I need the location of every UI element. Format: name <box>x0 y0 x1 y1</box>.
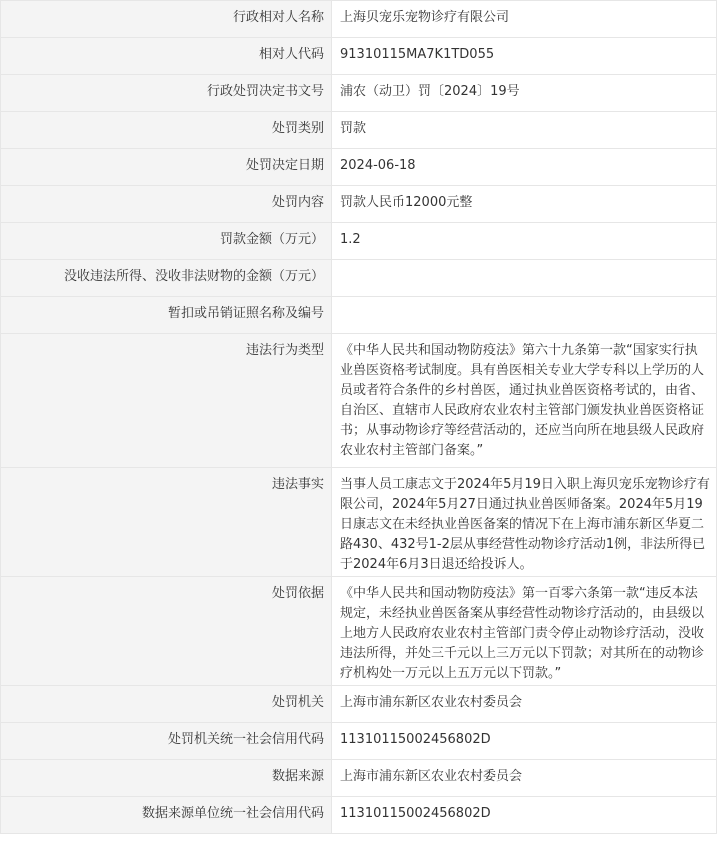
row-violation-type <box>1 334 717 468</box>
row-data-source <box>1 760 717 797</box>
row-label: 处罚机关统一社会信用代码 <box>1 723 332 760</box>
row-authority-credit-code <box>1 723 717 760</box>
row-label: 没收违法所得、没收非法财物的金额（万元） <box>1 260 332 297</box>
row-value: 上海市浦东新区农业农村委员会 <box>332 686 717 723</box>
row-label: 处罚机关 <box>1 686 332 723</box>
row-value: 11310115002456802D <box>332 797 717 834</box>
row-label: 暂扣或吊销证照名称及编号 <box>1 297 332 334</box>
row-fine-amount <box>1 223 717 260</box>
row-value: 91310115MA7K1TD055 <box>332 38 717 75</box>
row-label: 数据来源单位统一社会信用代码 <box>1 797 332 834</box>
row-value: 《中华人民共和国动物防疫法》第六十九条第一款“国家实行执业兽医资格考试制度。具有兽医相关专业大学专科以上学历的人员或者符合条件的乡村兽医，通过执业兽医资格考试的，由省、自治区、直辖市人民政府农业农村主管部门颁发执业兽医资格证书；从事动物诊疗等经营活动的，还应当向所在地县级人民政府农业农村主管部门备案。” <box>332 334 717 468</box>
row-label: 相对人代码 <box>1 38 332 75</box>
row-license-revocation <box>1 297 717 334</box>
row-value: 罚款 <box>332 112 717 149</box>
row-label: 处罚内容 <box>1 186 332 223</box>
row-value: 浦农（动卫）罚〔2024〕19号 <box>332 75 717 112</box>
row-value: 罚款人民币12000元整 <box>332 186 717 223</box>
row-value: 11310115002456802D <box>332 723 717 760</box>
row-value <box>332 260 717 297</box>
row-label: 违法行为类型 <box>1 334 332 468</box>
row-value: 2024-06-18 <box>332 149 717 186</box>
row-label: 违法事实 <box>1 468 332 577</box>
row-decision-date <box>1 149 717 186</box>
row-value: 上海贝宠乐宠物诊疗有限公司 <box>332 1 717 38</box>
row-entity-code <box>1 38 717 75</box>
row-value: 《中华人民共和国动物防疫法》第一百零六条第一款“违反本法规定，未经执业兽医备案从事经营性动物诊疗活动的，由县级以上地方人民政府农业农村主管部门责令停止动物诊疗活动，没收违法所得，并处三千元以上三万元以下罚款；对其所在的动物诊疗机构处一万元以上五万元以下罚款。” <box>332 577 717 686</box>
row-penalty-content <box>1 186 717 223</box>
row-value: 1.2 <box>332 223 717 260</box>
row-penalty-basis <box>1 577 717 686</box>
row-penalty-category <box>1 112 717 149</box>
row-value: 上海市浦东新区农业农村委员会 <box>332 760 717 797</box>
row-label: 处罚类别 <box>1 112 332 149</box>
row-label: 数据来源 <box>1 760 332 797</box>
row-value: 当事人员工康志文于2024年5月19日入职上海贝宠乐宠物诊疗有限公司，2024年5月27日通过执业兽医师备案。2024年5月19日康志文在未经执业兽医备案的情况下在上海市浦东新区华夏二路430、432号1-2层从事经营性动物诊疗活动1例，非法所得已于2024年6月3日退还给投诉人。 <box>332 468 717 577</box>
row-value <box>332 297 717 334</box>
row-entity-name <box>1 1 717 38</box>
row-label: 行政相对人名称 <box>1 1 332 38</box>
row-penalty-authority <box>1 686 717 723</box>
row-violation-facts <box>1 468 717 577</box>
row-label: 行政处罚决定书文号 <box>1 75 332 112</box>
row-confiscation-amount <box>1 260 717 297</box>
row-source-credit-code <box>1 797 717 834</box>
row-decision-number <box>1 75 717 112</box>
row-label: 罚款金额（万元） <box>1 223 332 260</box>
row-label: 处罚决定日期 <box>1 149 332 186</box>
row-label: 处罚依据 <box>1 577 332 686</box>
